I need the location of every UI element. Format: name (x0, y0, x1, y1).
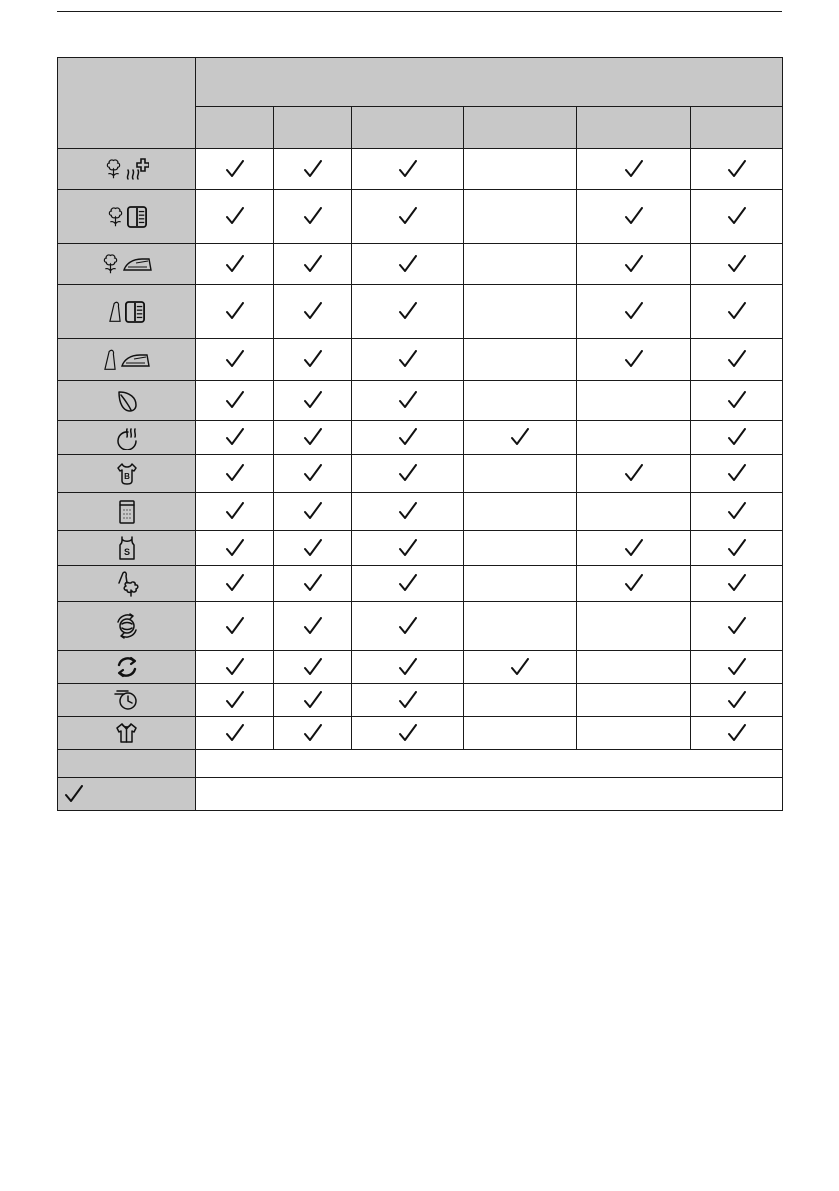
programme-row (58, 602, 783, 651)
option-cell (577, 684, 691, 717)
option-cell (577, 149, 691, 190)
check-icon (624, 575, 644, 592)
option-cell (274, 602, 352, 651)
check-icon (303, 351, 323, 368)
check-icon (398, 503, 418, 520)
option-cell (691, 285, 783, 339)
check-icon (225, 691, 245, 708)
option-cell (691, 717, 783, 750)
check-icon (727, 465, 747, 482)
check-icon (510, 658, 530, 675)
option-cell (464, 285, 577, 339)
check-icon (624, 160, 644, 177)
programme-icon-cell (58, 566, 196, 602)
refresh-icon (115, 655, 139, 679)
programme-icon-cell (58, 421, 196, 455)
legend-text-cell (196, 750, 783, 778)
programme-row (58, 566, 783, 602)
programme-icon-cell (58, 531, 196, 566)
cotton-steam-plus-icon (105, 157, 149, 181)
option-cell (464, 339, 577, 381)
check-icon (225, 539, 245, 556)
check-icon (225, 658, 245, 675)
option-cell (274, 149, 352, 190)
option-cell (464, 531, 577, 566)
check-icon (727, 255, 747, 272)
jeans-icon (117, 499, 137, 525)
option-cell (577, 339, 691, 381)
check-icon (303, 503, 323, 520)
check-icon (624, 303, 644, 320)
option-cell (196, 493, 274, 531)
header-col-1 (196, 107, 274, 149)
check-icon (727, 429, 747, 446)
option-cell (691, 244, 783, 285)
option-cell (691, 684, 783, 717)
check-icon (225, 160, 245, 177)
option-cell (274, 190, 352, 244)
programme-row (58, 684, 783, 717)
option-cell (352, 421, 464, 455)
check-icon (303, 208, 323, 225)
check-icon (727, 351, 747, 368)
option-cell (196, 455, 274, 493)
option-cell (577, 421, 691, 455)
option-cell (577, 244, 691, 285)
option-cell (196, 602, 274, 651)
option-cell (464, 684, 577, 717)
option-cell (196, 684, 274, 717)
top-rule (57, 11, 782, 12)
legend-text-cell (196, 778, 783, 811)
check-icon (398, 208, 418, 225)
option-cell (196, 531, 274, 566)
option-cell (196, 244, 274, 285)
check-icon (225, 429, 245, 446)
programme-row (58, 493, 783, 531)
programme-icon-cell (58, 339, 196, 381)
option-cell (274, 493, 352, 531)
svg-text:S: S (123, 547, 130, 557)
option-cell (352, 190, 464, 244)
option-cell (464, 566, 577, 602)
option-cell (577, 531, 691, 566)
option-cell (274, 531, 352, 566)
programme-icon-cell (58, 455, 196, 493)
option-cell (196, 717, 274, 750)
check-icon (225, 724, 245, 741)
check-icon (398, 539, 418, 556)
check-icon (624, 208, 644, 225)
programme-icon-cell (58, 190, 196, 244)
option-cell (196, 381, 274, 421)
programme-row (58, 339, 783, 381)
option-cell (352, 244, 464, 285)
babyprotect-icon (116, 462, 138, 486)
option-cell (196, 149, 274, 190)
option-cell (274, 651, 352, 684)
legend-row (58, 750, 783, 778)
header-col-5 (577, 107, 691, 149)
option-cell (196, 285, 274, 339)
check-icon (398, 392, 418, 409)
option-cell (464, 421, 577, 455)
option-cell (274, 381, 352, 421)
option-cell (352, 651, 464, 684)
programme-icon-cell (58, 285, 196, 339)
option-cell (352, 285, 464, 339)
cotton-cupboard-dry-icon (107, 206, 147, 228)
option-cell (691, 651, 783, 684)
option-cell (274, 684, 352, 717)
programme-row (58, 381, 783, 421)
option-cell (352, 493, 464, 531)
check-icon (225, 617, 245, 634)
option-cell (196, 339, 274, 381)
option-cell (691, 149, 783, 190)
check-icon (303, 658, 323, 675)
check-icon (727, 658, 747, 675)
check-icon (225, 465, 245, 482)
check-icon (303, 691, 323, 708)
legend-key-cell (58, 778, 196, 811)
option-cell (691, 566, 783, 602)
check-icon (225, 503, 245, 520)
check-icon (398, 465, 418, 482)
programme-icon-cell (58, 684, 196, 717)
check-icon (624, 465, 644, 482)
option-cell (196, 421, 274, 455)
check-icon (727, 539, 747, 556)
check-icon (727, 208, 747, 225)
programme-icon-cell (58, 717, 196, 750)
svg-text:B: B (123, 471, 130, 481)
header-col-2 (274, 107, 352, 149)
option-cell (274, 339, 352, 381)
check-icon (624, 255, 644, 272)
option-cell (577, 566, 691, 602)
check-icon (727, 392, 747, 409)
programme-icon-cell (58, 651, 196, 684)
programme-row (58, 149, 783, 190)
mix-icon (115, 571, 139, 597)
programme-icon-cell (58, 493, 196, 531)
check-icon (303, 303, 323, 320)
option-cell (352, 602, 464, 651)
drum-clean-icon (114, 613, 140, 639)
check-icon (624, 351, 644, 368)
option-cell (691, 455, 783, 493)
check-icon (398, 691, 418, 708)
programme-row (58, 285, 783, 339)
programme-icon-cell (58, 381, 196, 421)
check-icon (303, 429, 323, 446)
check-icon (225, 351, 245, 368)
shirts-icon (115, 721, 139, 745)
option-cell (274, 244, 352, 285)
option-cell (274, 566, 352, 602)
check-icon (303, 575, 323, 592)
check-icon (624, 539, 644, 556)
option-cell (691, 602, 783, 651)
cotton-iron-dry-icon (102, 253, 152, 275)
check-icon (398, 429, 418, 446)
header-col-6 (691, 107, 783, 149)
option-cell (352, 566, 464, 602)
legend-row (58, 778, 783, 811)
option-cell (352, 339, 464, 381)
check-icon (398, 303, 418, 320)
check-icon (64, 785, 84, 803)
option-cell (577, 717, 691, 750)
wool-refresh-icon (115, 426, 139, 450)
header-corner-cell (58, 58, 196, 149)
option-cell (464, 190, 577, 244)
check-icon (727, 724, 747, 741)
programme-row (58, 455, 783, 493)
sportswear-icon (117, 535, 137, 561)
programme-icon-cell (58, 149, 196, 190)
check-icon (398, 658, 418, 675)
check-icon (225, 255, 245, 272)
synthetic-iron-dry-icon (103, 349, 150, 371)
option-cell (464, 493, 577, 531)
option-cell (577, 602, 691, 651)
check-icon (303, 255, 323, 272)
option-cell (691, 190, 783, 244)
option-cell (464, 455, 577, 493)
check-icon (398, 160, 418, 177)
option-cell (691, 493, 783, 531)
check-icon (398, 617, 418, 634)
option-cell (691, 339, 783, 381)
option-cell (352, 455, 464, 493)
check-icon (727, 160, 747, 177)
option-cell (352, 381, 464, 421)
express-timer-icon (114, 688, 140, 712)
check-icon (398, 724, 418, 741)
programme-icon-cell (58, 244, 196, 285)
programme-row (58, 190, 783, 244)
option-cell (274, 421, 352, 455)
option-cell (464, 717, 577, 750)
option-cell (274, 285, 352, 339)
check-icon (303, 539, 323, 556)
header-col-4 (464, 107, 577, 149)
option-cell (577, 455, 691, 493)
eco-leaf-icon (116, 389, 138, 413)
option-cell (196, 566, 274, 602)
programme-row (58, 421, 783, 455)
header-group-cell (196, 58, 783, 107)
option-cell (196, 190, 274, 244)
option-cell (464, 244, 577, 285)
option-cell (691, 381, 783, 421)
check-icon (225, 303, 245, 320)
option-cell (352, 149, 464, 190)
option-cell (577, 493, 691, 531)
option-cell (274, 717, 352, 750)
check-icon (727, 617, 747, 634)
check-icon (303, 617, 323, 634)
check-icon (303, 724, 323, 741)
check-icon (303, 392, 323, 409)
programme-table (57, 57, 783, 811)
programme-row (58, 531, 783, 566)
check-icon (303, 160, 323, 177)
check-icon (727, 503, 747, 520)
option-cell (577, 381, 691, 421)
check-icon (225, 575, 245, 592)
option-cell (274, 455, 352, 493)
option-cell (464, 602, 577, 651)
programme-row (58, 651, 783, 684)
programme-row (58, 717, 783, 750)
check-icon (727, 691, 747, 708)
option-cell (196, 651, 274, 684)
check-icon (727, 303, 747, 320)
legend-key-cell (58, 750, 196, 778)
check-icon (398, 255, 418, 272)
check-icon (225, 208, 245, 225)
option-cell (352, 717, 464, 750)
option-cell (691, 531, 783, 566)
option-cell (691, 421, 783, 455)
option-cell (352, 684, 464, 717)
check-icon (303, 465, 323, 482)
synthetic-cupboard-dry-icon (108, 301, 145, 323)
header-col-3 (352, 107, 464, 149)
check-icon (398, 351, 418, 368)
option-cell (464, 381, 577, 421)
programme-row (58, 244, 783, 285)
option-cell (352, 531, 464, 566)
option-cell (577, 285, 691, 339)
programme-icon-cell (58, 602, 196, 651)
check-icon (510, 429, 530, 446)
check-icon (727, 575, 747, 592)
option-cell (464, 651, 577, 684)
check-icon (225, 392, 245, 409)
option-cell (577, 190, 691, 244)
option-cell (464, 149, 577, 190)
check-icon (398, 575, 418, 592)
option-cell (577, 651, 691, 684)
